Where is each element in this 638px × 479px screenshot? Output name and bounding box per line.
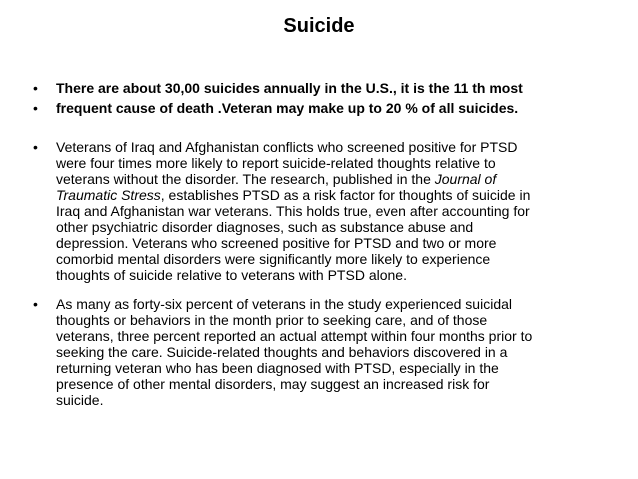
journal-title: Journal of	[434, 171, 497, 187]
bullet-text-part: Veterans of Iraq and Afghanistan conflicts who screened positive for PTSD were four times more likely to report suicide-related thoughts relative to veterans without the disorder. The research, published in the	[56, 139, 518, 187]
bullet-marker: •	[33, 296, 38, 312]
bullet-text: frequent cause of death .Veteran may make up to 20 % of all suicides.	[56, 100, 519, 116]
bullet-item	[33, 100, 603, 116]
journal-title-cont: Traumatic Stress	[56, 187, 161, 203]
bullet-marker: •	[33, 80, 38, 96]
bullet-marker: •	[33, 100, 38, 116]
bullet-text: There are about 30,00 suicides annually in the U.S., it is the 11 th most	[56, 80, 523, 96]
bullet-item	[33, 296, 603, 408]
bullet-text	[56, 139, 604, 283]
bullet-marker: •	[33, 139, 38, 155]
bullet-item	[33, 139, 603, 283]
bullet-text: As many as forty-six percent of veterans in the study experienced suicidal thoughts or behaviors in the month prior to seeking care, and of those veterans, three percent reported an actual attempt within four months prior to seeking the care. Suicide-related thoughts and behaviors discovered in a returning veteran who has been diagnosed with PTSD, especially in the presence of other mental disorders, may suggest an increased risk for suicide.	[56, 296, 533, 408]
bullet-item	[33, 80, 603, 96]
slide-title: Suicide	[283, 15, 355, 37]
bullet-text-part: , establishes PTSD as a risk factor for thoughts of suicide in Iraq and Afghanistan war veterans. This holds true, even after accounting for other psychiatric disorder diagnoses, such as substance abuse and depression. Veterans who screened positive for PTSD and two or more comorbid mental disorders were significantly more likely to experience thoughts of suicide relative to veterans with PTSD alone.	[56, 187, 531, 283]
